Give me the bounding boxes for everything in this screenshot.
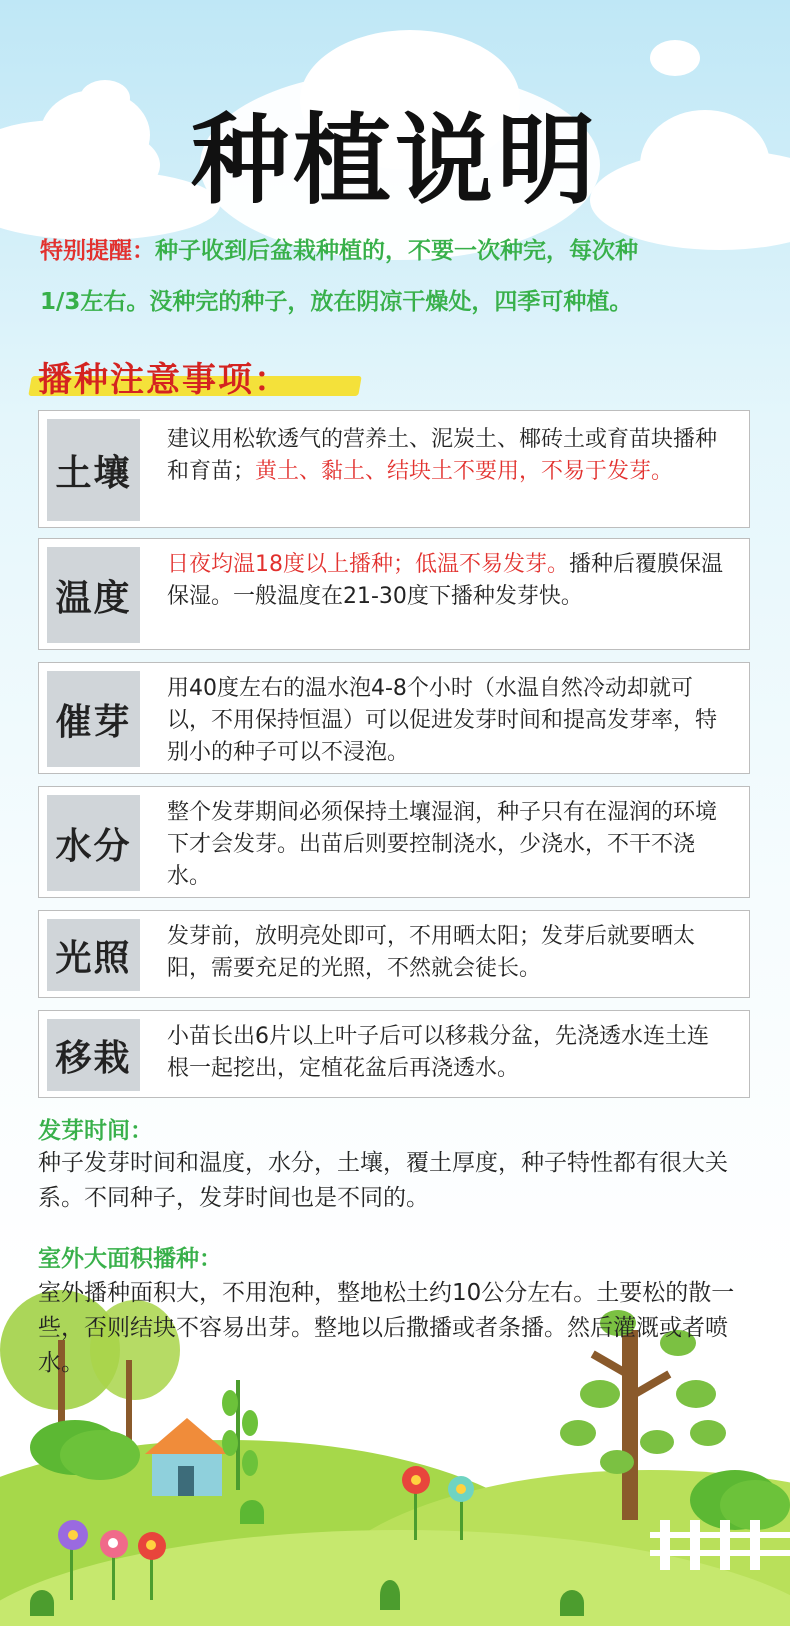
page-title: 种植说明 — [190, 104, 599, 218]
row-label: 温度 — [47, 547, 140, 643]
row-text: 小苗长出6片以上叶子后可以移栽分盆，先浇透水连土连根一起挖出，定植花盆后再浇透水。 — [167, 1024, 709, 1081]
notice-line-1 — [40, 236, 760, 266]
row-temperature — [38, 538, 750, 650]
row-soil — [38, 410, 750, 528]
germination-title: 发芽时间： — [38, 1118, 153, 1144]
row-text: 日夜均温18度以上播种；低温不易发芽。播种后覆膜保温保湿。一般温度在21-30度下播种发芽快。 — [167, 552, 724, 609]
row-label: 移栽 — [47, 1019, 140, 1091]
notice-line-2 — [40, 287, 760, 317]
outdoor-title: 室外大面积播种： — [38, 1246, 222, 1272]
row-presprouting — [38, 662, 750, 774]
outdoor-text: 室外播种面积大，不用泡种，整地松土约10公分左右。土要松的散一些，否则结块不容易出芽。整地以后撒播或者条播。然后灌溉或者喷水。 — [38, 1280, 735, 1376]
row-label: 催芽 — [47, 671, 140, 767]
row-text: 建议用松软透气的营养土、泥炭土、椰砖土或育苗块播种和育苗；黄土、黏土、结块土不要用，不易于发芽。 — [167, 427, 718, 484]
row-transplant — [38, 1010, 750, 1098]
row-label: 光照 — [47, 919, 140, 991]
row-text: 用40度左右的温水泡4-8个小时（水温自然冷动却就可以，不用保持恒温）可以促进发芽时间和提高发芽率，特别小的种子可以不浸泡。 — [167, 676, 718, 765]
row-text: 发芽前，放明亮处即可，不用晒太阳；发芽后就要晒太阳，需要充足的光照，不然就会徒长。 — [167, 924, 696, 981]
sowing-heading — [30, 352, 360, 400]
notice-text-2: 1/3左右。没种完的种子，放在阴凉干燥处，四季可种植。 — [40, 289, 633, 315]
notice-label: 特别提醒： — [40, 238, 155, 264]
row-label: 水分 — [47, 795, 140, 891]
row-text: 整个发芽期间必须保持土壤湿润，种子只有在湿润的环境下才会发芽。出苗后则要控制浇水，少浇水，不干不浇水。 — [167, 800, 718, 889]
row-light — [38, 910, 750, 998]
notice-text-1: 种子收到后盆栽种植的，不要一次种完，每次种 — [155, 238, 638, 264]
sowing-heading-text: 播种注意事项： — [38, 360, 290, 400]
row-label: 土壤 — [47, 419, 140, 521]
row-moisture — [38, 786, 750, 898]
germination-text: 种子发芽时间和温度，水分，土壤，覆土厚度，种子特性都有很大关系。不同种子，发芽时间也是不同的。 — [38, 1150, 728, 1211]
